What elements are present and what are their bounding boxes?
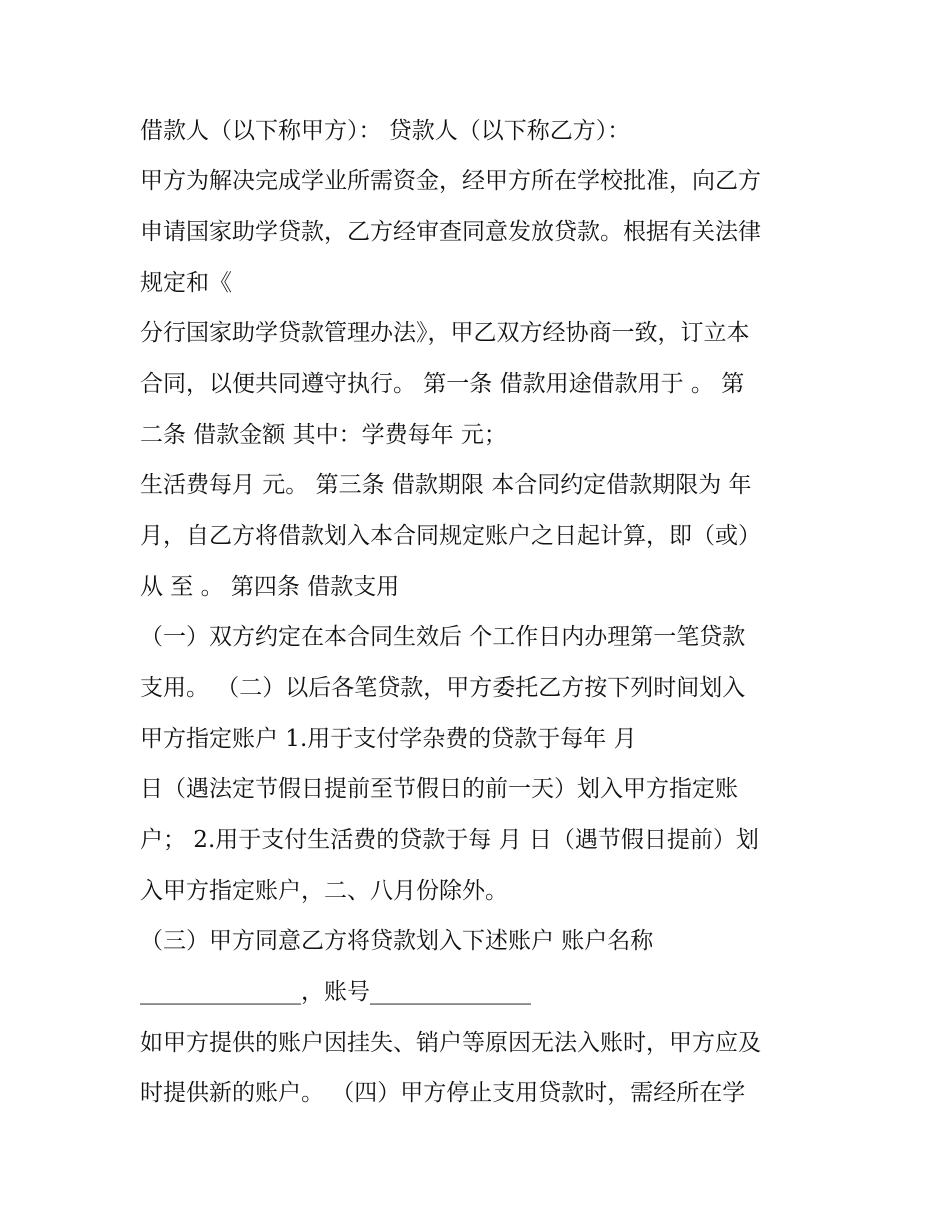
text-line-7: 二条 借款金额 其中：学费每年 元； xyxy=(140,422,507,448)
text-line-13: 甲方指定账户 1.用于支付学杂费的贷款于每年 月 xyxy=(140,726,637,752)
text-line-17: （三）甲方同意乙方将贷款划入下述账户 账户名称 xyxy=(140,928,654,954)
text-line-19: 如甲方提供的账户因挂失、销户等原因无法入账时，甲方应及 xyxy=(140,1030,761,1056)
text-line-18: ______________，账号______________ xyxy=(140,979,531,1005)
text-line-5: 分行国家助学贷款管理办法》，甲乙双方经协商一致，订立本 xyxy=(140,320,750,346)
text-line-9: 月，自乙方将借款划入本合同规定账户之日起计算，即（或） xyxy=(140,523,761,549)
text-line-14: 日（遇法定节假日提前至节假日的前一天）划入甲方指定账 xyxy=(140,776,738,802)
text-line-15: 户； 2.用于支付生活费的贷款于每 月 日（遇节假日提前）划 xyxy=(140,827,759,853)
text-line-4: 规定和《 xyxy=(140,270,232,296)
text-line-3: 申请国家助学贷款，乙方经审查同意发放贷款。根据有关法律 xyxy=(140,219,761,245)
text-line-6: 合同，以便共同遵守执行。 第一条 借款用途借款用于 。 第 xyxy=(140,371,745,397)
text-line-12: 支用。 （二）以后各笔贷款，甲方委托乙方按下列时间划入 xyxy=(140,675,746,701)
text-line-1: 借款人（以下称甲方）： 贷款人（以下称乙方）： xyxy=(140,118,631,144)
text-line-10: 从 至 。 第四条 借款支用 xyxy=(140,574,400,600)
text-line-20: 时提供新的账户。 （四）甲方停止支用贷款时，需经所在学 xyxy=(140,1080,746,1106)
text-line-16: 入甲方指定账户，二、八月份除外。 xyxy=(140,878,508,904)
text-line-11: （一）双方约定在本合同生效后 个工作日内办理第一笔贷款 xyxy=(140,624,746,650)
text-line-2: 甲方为解决完成学业所需资金，经甲方所在学校批准，向乙方 xyxy=(140,168,761,194)
text-line-8: 生活费每月 元。 第三条 借款期限 本合同约定借款期限为 年 xyxy=(140,472,752,498)
